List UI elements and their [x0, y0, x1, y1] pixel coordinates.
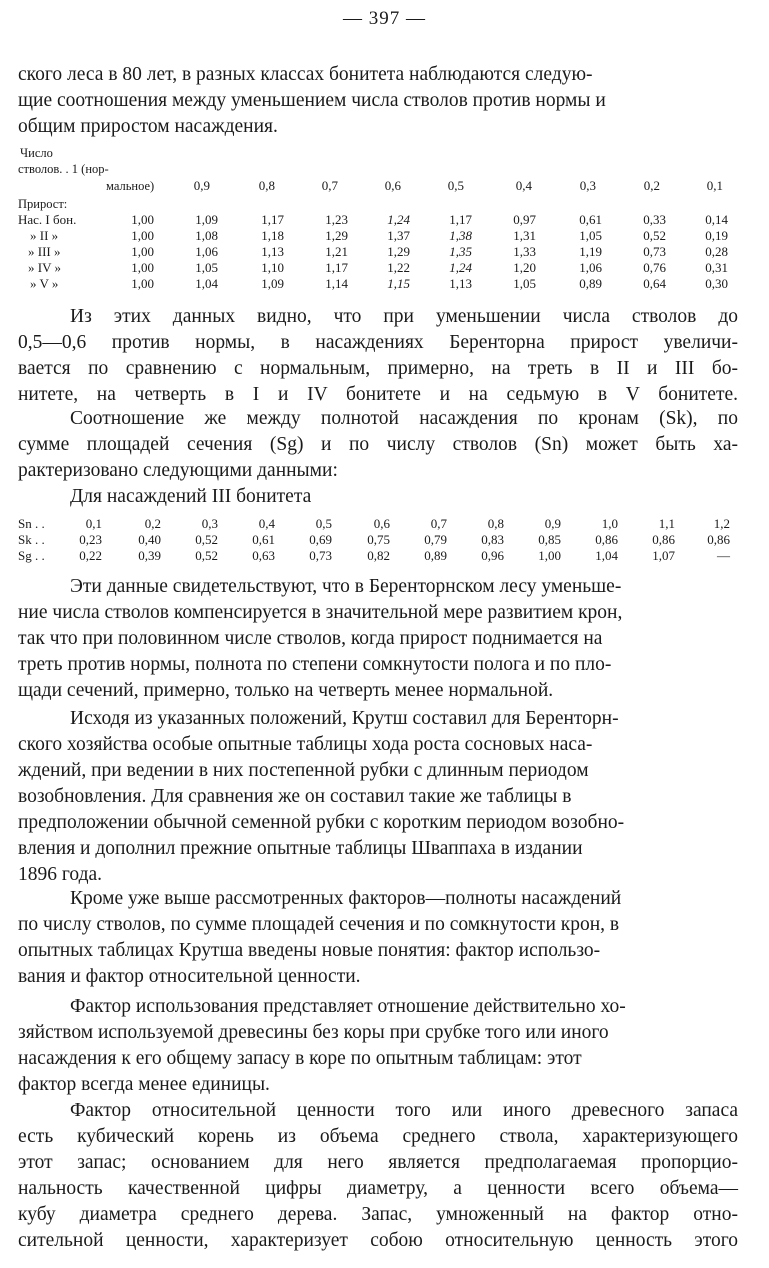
table-cell: 1,06: [579, 260, 602, 275]
cell-text: 1,24: [449, 260, 472, 275]
text-line: Исходя из указанных положений, Крутш составил для Беренторн-: [70, 708, 619, 729]
table-cell: 0,69: [309, 532, 332, 547]
table-cell: 1,23: [325, 212, 348, 227]
text-line: щади сечений, примерно, только на четверть менее нормальной.: [18, 680, 554, 701]
table-cell: 1,20: [513, 260, 536, 275]
table-cell: [410, 244, 472, 260]
text-line: 1896 года.: [18, 864, 103, 885]
text-line: ждений, при ведении в них постепенной рубки с длинным периодом: [18, 760, 589, 781]
text-line: нальность качественной цифры диаметру, а ценности всего объема—: [18, 1178, 738, 1199]
table-cell: 1,00: [131, 260, 154, 275]
table-cell: 1,05: [579, 228, 602, 243]
table1-col-header: 0,6: [384, 178, 401, 193]
text-line: предположении обычной семенной рубки с коротким периодом возобно-: [18, 812, 625, 833]
table-cell: 1,29: [325, 228, 348, 243]
text-line: ние числа стволов компенсируется в значительной мере развитием крон,: [18, 602, 623, 623]
row-label: » V »: [30, 276, 59, 291]
table-cell: 1,17: [325, 260, 348, 275]
text-line: насаждения к его общему запасу в коре по опытным таблицам: этот: [18, 1048, 582, 1069]
table-cell: 0,22: [79, 548, 102, 563]
table-cell: 1,14: [325, 276, 348, 291]
table-cell: 0,6: [373, 516, 390, 531]
text-line: рактеризовано следующими данными:: [18, 460, 338, 481]
table-cell: 0,3: [201, 516, 218, 531]
table-cell: 1,22: [387, 260, 410, 275]
table-cell: 0,89: [579, 276, 602, 291]
table-cell: 0,4: [258, 516, 275, 531]
table1-col-header: 0,5: [447, 178, 464, 193]
text-line: общим приростом насаждения.: [18, 116, 278, 137]
table-cell: 1,2: [713, 516, 730, 531]
table-cell: 1,10: [261, 260, 284, 275]
table-cell: 0,61: [579, 212, 602, 227]
table-cell: 0,86: [652, 532, 675, 547]
table-row: [18, 212, 728, 228]
table-cell: 1,1: [658, 516, 675, 531]
table-cell: 0,40: [138, 532, 161, 547]
table-cell: 0,97: [513, 212, 536, 227]
table-cell: 1,18: [261, 228, 284, 243]
table-cell: 0,28: [705, 244, 728, 259]
table-cell: 0,61: [252, 532, 275, 547]
intro-paragraph: [18, 62, 738, 140]
table1-col-header: 0,7: [321, 178, 338, 193]
table-cell: 1,29: [387, 244, 410, 259]
table-cell: 0,2: [144, 516, 161, 531]
paragraph-2: [18, 406, 738, 484]
table-cell: 1,00: [131, 212, 154, 227]
text-line: Фактор относительной ценности того или иного древесного запаса: [70, 1100, 738, 1121]
table-cell: 1,00: [538, 548, 561, 563]
table1-col-header: 0,1: [706, 178, 723, 193]
table-cell: 0,63: [252, 548, 275, 563]
row-label: Sk . .: [18, 532, 45, 547]
table-cell: 1,08: [195, 228, 218, 243]
table1-column-headers: [180, 178, 723, 194]
cell-text: 1,15: [387, 276, 410, 291]
table-row: [18, 244, 728, 260]
table-cell: 0,75: [367, 532, 390, 547]
table-cell: 0,30: [705, 276, 728, 291]
table-cell: 1,13: [261, 244, 284, 259]
table-cell: 0,31: [705, 260, 728, 275]
row-label: Sn . .: [18, 516, 45, 531]
text-line: возобновления. Для сравнения же он составил такие же таблицы в: [18, 786, 572, 807]
table-cell: 0,64: [643, 276, 666, 291]
row-label: » III »: [28, 244, 61, 259]
text-line: есть кубический корень из объема среднего ствола, характеризующего: [18, 1126, 738, 1147]
text-line: Кроме уже выше рассмотренных факторов—полноты насаждений: [70, 888, 622, 909]
text-line: опытных таблицах Крутша введены новые понятия: фактор использо-: [18, 940, 601, 961]
table-row: [18, 532, 730, 548]
cell-text: 1,38: [449, 228, 472, 243]
table-cell: —: [717, 548, 730, 563]
text-line: Из этих данных видно, что при уменьшении числа стволов до: [70, 306, 738, 327]
table-cell: 0,23: [79, 532, 102, 547]
table-cell: 0,5: [315, 516, 332, 531]
table-row: [18, 516, 730, 532]
table-row: [18, 548, 730, 564]
table-cell: [348, 276, 410, 292]
text-line: 0,5—0,6 против нормы, в насаждениях Беренторна прирост увеличи-: [18, 332, 738, 353]
text-line: этот запас; основанием для него является предполагаемая пропорцио-: [18, 1152, 738, 1173]
table-cell: 1,21: [325, 244, 348, 259]
table-cell: 0,7: [430, 516, 447, 531]
table1-header-line2: стволов. . 1 (нор-: [18, 162, 109, 176]
table-cell: 1,00: [131, 228, 154, 243]
text-line: Фактор использования представляет отношение действительно хо-: [70, 996, 626, 1017]
table-row: [18, 228, 728, 244]
text-line: треть против нормы, полнота по степени сомкнутости полога и по пло-: [18, 654, 612, 675]
table1-col-header: 0,8: [258, 178, 275, 193]
table-cell: 0,96: [481, 548, 504, 563]
table-cell: [410, 260, 472, 276]
cell-text: 1,24: [387, 212, 410, 227]
table-cell: 0,83: [481, 532, 504, 547]
text-line: фактор всегда менее единицы.: [18, 1074, 270, 1095]
table-cell: 1,13: [449, 276, 472, 291]
table1-col-header: 0,4: [515, 178, 532, 193]
table-cell: 1,17: [261, 212, 284, 227]
table-cell: 0,73: [643, 244, 666, 259]
table1-body: [18, 212, 728, 292]
table-cell: 1,17: [449, 212, 472, 227]
table-cell: 1,09: [195, 212, 218, 227]
table-cell: 0,76: [643, 260, 666, 275]
table-cell: 0,19: [705, 228, 728, 243]
table-cell: 0,89: [424, 548, 447, 563]
table-row: [18, 260, 728, 276]
text-line: сумме площадей сечения (Sg) и по числу стволов (Sn) может быть ха-: [18, 434, 738, 455]
text-line: ского хозяйства особые опытные таблицы хода роста сосновых наса-: [18, 734, 593, 755]
paragraph-4: [18, 706, 738, 888]
row-label: » IV »: [28, 260, 61, 275]
table1-col-header: 0,3: [579, 178, 596, 193]
table-cell: 1,33: [513, 244, 536, 259]
table1-header-line1: Число: [20, 146, 53, 160]
table-cell: [348, 212, 410, 228]
table-cell: 1,00: [131, 244, 154, 259]
table-cell: 0,82: [367, 548, 390, 563]
table-cell: 0,9: [544, 516, 561, 531]
text-line: Соотношение же между полнотой насаждения по кронам (Sk), по: [70, 408, 738, 429]
text-line: вания и фактор относительной ценности.: [18, 966, 361, 987]
table1-col-header: 0,9: [193, 178, 210, 193]
table-cell: 1,06: [195, 244, 218, 259]
table-cell: 0,52: [643, 228, 666, 243]
row-label: Sg . .: [18, 548, 45, 563]
table-cell: [410, 228, 472, 244]
cell-text: 1,35: [449, 244, 472, 259]
text-line: нитете, на четверть в I и IV бонитете и на седьмую в V бонитете.: [18, 384, 738, 405]
table-cell: 1,07: [652, 548, 675, 563]
table-cell: 0,85: [538, 532, 561, 547]
table-cell: 0,73: [309, 548, 332, 563]
table-row: [18, 276, 728, 292]
table-cell: 0,86: [707, 532, 730, 547]
page-number: — 397 —: [343, 8, 426, 29]
table-cell: 1,19: [579, 244, 602, 259]
table-cell: 1,09: [261, 276, 284, 291]
row-label: Нас. I бон.: [18, 212, 77, 227]
table-cell: 0,1: [85, 516, 102, 531]
table-cell: 1,04: [595, 548, 618, 563]
paragraph-7: [18, 1098, 738, 1254]
table-cell: 0,14: [705, 212, 728, 227]
text-line: ского леса в 80 лет, в разных классах бонитета наблюдаются следую-: [18, 64, 593, 85]
table1-subheader: Прирост:: [18, 197, 68, 211]
paragraph-5: [18, 886, 738, 990]
table2-caption: Для насаждений III бонитета: [70, 486, 312, 507]
table-cell: 1,04: [195, 276, 218, 291]
table-cell: 0,79: [424, 532, 447, 547]
table-cell: 0,8: [487, 516, 504, 531]
table-cell: 0,86: [595, 532, 618, 547]
table-cell: 0,39: [138, 548, 161, 563]
text-line: кубу диаметра среднего дерева. Запас, умноженный на фактор отно-: [18, 1204, 738, 1225]
table1-header-line3: мальное): [106, 179, 155, 193]
text-line: щие соотношения между уменьшением числа стволов против нормы и: [18, 90, 606, 111]
text-line: сительной ценности, характеризует собою относительную ценность этого: [18, 1230, 738, 1251]
paragraph-1: [18, 304, 738, 408]
text-line: вления и дополнил прежние опытные таблицы Шваппаха в издании: [18, 838, 583, 859]
table-cell: 0,52: [195, 532, 218, 547]
table1-col-header: 0,2: [643, 178, 660, 193]
table-cell: 1,00: [131, 276, 154, 291]
paragraph-6: [18, 994, 738, 1098]
table-cell: 1,05: [513, 276, 536, 291]
paragraph-3: [18, 574, 738, 704]
text-line: вается по сравнению с нормальным, примерно, на треть в II и III бо-: [18, 358, 738, 379]
text-line: по числу стволов, по сумме площадей сечения и по сомкнутости крон, в: [18, 914, 620, 935]
table2: [18, 516, 730, 564]
table-cell: 0,33: [643, 212, 666, 227]
row-label: » II »: [30, 228, 59, 243]
table-cell: 1,31: [513, 228, 536, 243]
table-cell: 1,37: [387, 228, 410, 243]
text-line: зяйством используемой древесины без коры при срубке того или иного: [18, 1022, 609, 1043]
table-cell: 0,52: [195, 548, 218, 563]
text-line: Эти данные свидетельствуют, что в Беренторнском лесу уменьше-: [70, 576, 622, 597]
table-cell: 1,0: [601, 516, 618, 531]
text-line: так что при половинном числе стволов, когда прирост поднимается на: [18, 628, 603, 649]
table-cell: 1,05: [195, 260, 218, 275]
